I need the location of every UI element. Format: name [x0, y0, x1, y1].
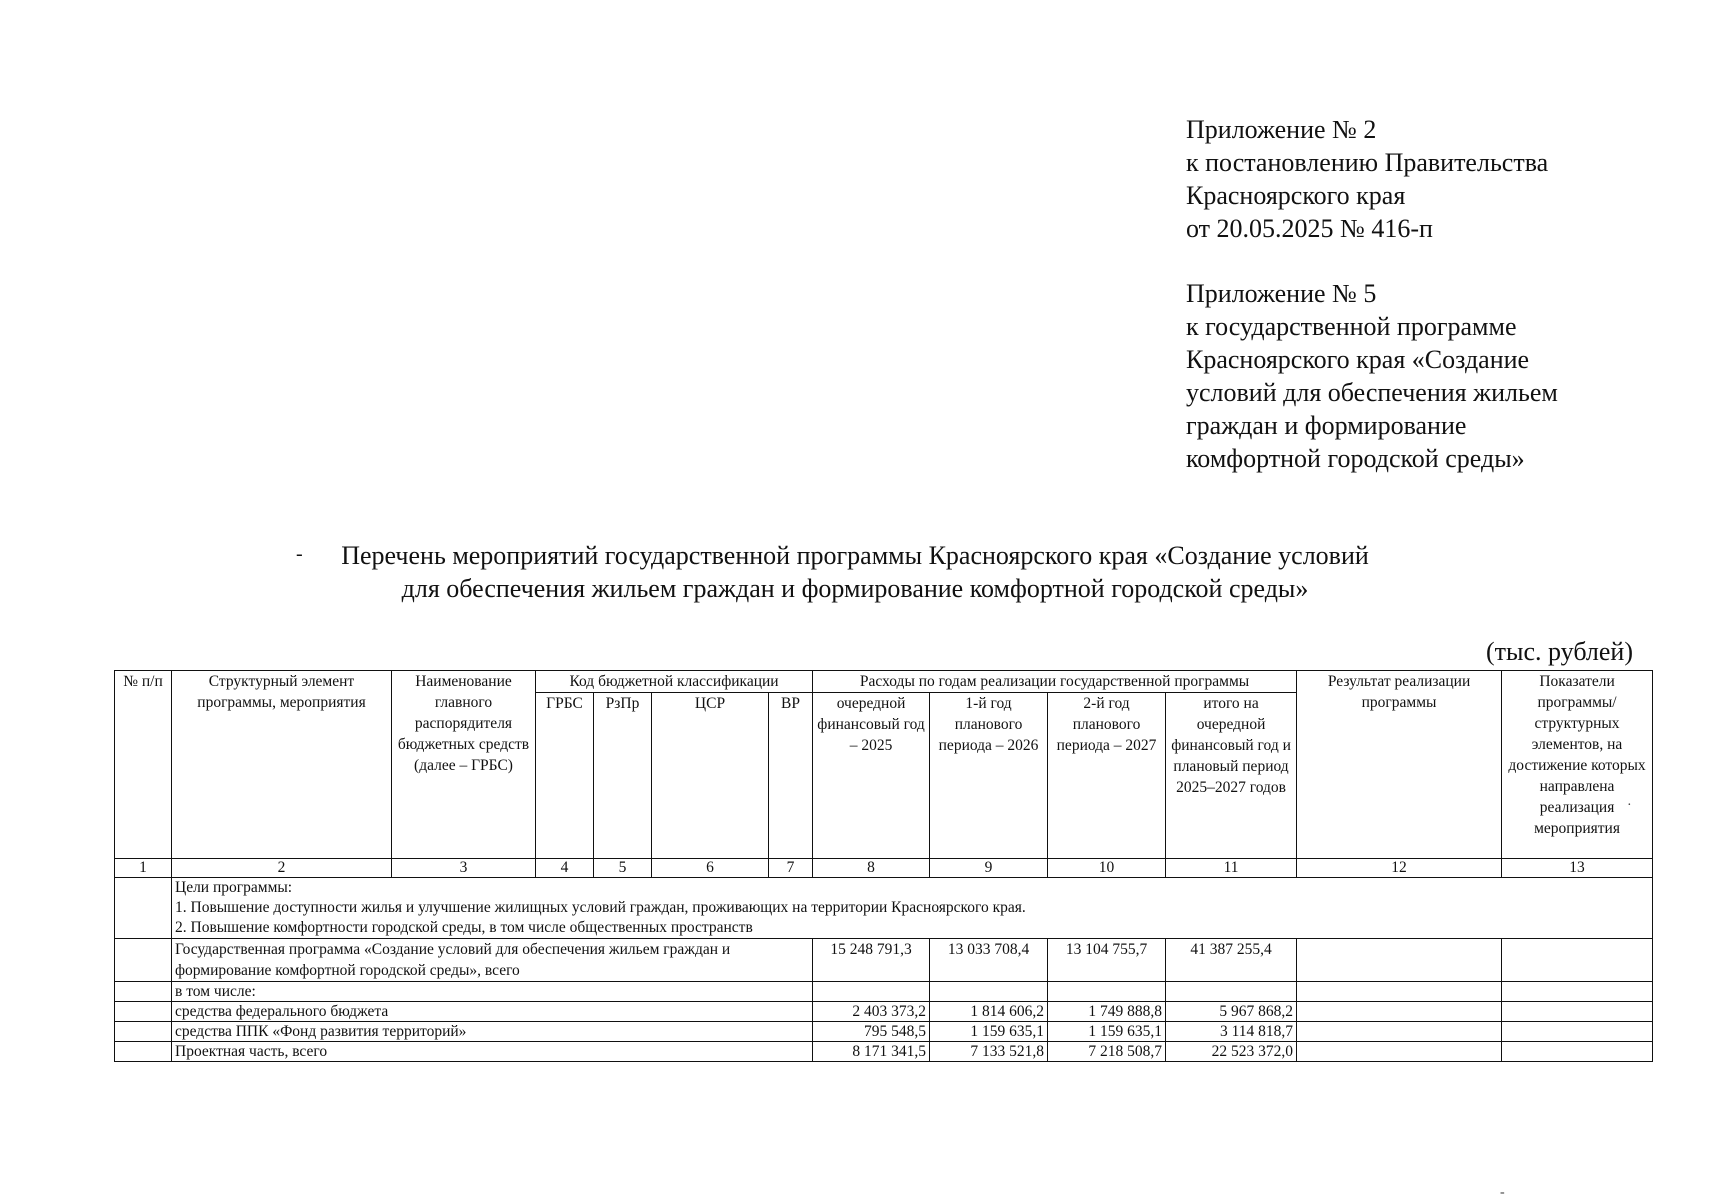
header-total: итого на очередной финансовый год и плановый период 2025–2027 годов	[1166, 693, 1297, 859]
appendix-2-line: к постановлению Правительства	[1186, 148, 1549, 177]
scan-dot: -	[1500, 1185, 1505, 1200]
header-element: Структурный элемент программы, мероприятия	[172, 671, 392, 859]
column-numbers-row	[115, 859, 1653, 878]
goals-row	[115, 878, 1653, 939]
header-row-1	[115, 671, 1653, 693]
units-label: (тыс. рублей)	[1485, 637, 1633, 666]
column-number: 7	[769, 859, 813, 878]
scan-mark: -	[296, 543, 303, 565]
appendix-5-line: Приложение № 5	[1186, 279, 1377, 308]
header-grbs: ГРБС	[536, 693, 594, 859]
row-value-2027: 7 218 508,7	[1048, 1042, 1166, 1062]
table-row	[115, 1002, 1653, 1022]
appendix-5-line: комфортной городской среды»	[1186, 444, 1525, 473]
row-name: средства федерального бюджета	[172, 1002, 813, 1022]
appendix-2-line: от 20.05.2025 № 416-п	[1186, 214, 1433, 243]
header-2025: очередной финансовый год – 2025	[813, 693, 930, 859]
column-number: 9	[930, 859, 1048, 878]
column-number: 12	[1297, 859, 1502, 878]
title-line-2: для обеспечения жильем граждан и формирование комфортной городской среды»	[401, 574, 1309, 603]
row-name: Государственная программа «Создание условий для обеспечения жильем граждан и формирование комфортной городской среды», всего	[172, 939, 813, 982]
appendix-2-line: Приложение № 2	[1186, 115, 1377, 144]
column-number: 13	[1502, 859, 1653, 878]
title-line-1: Перечень мероприятий государственной программы Красноярского края «Создание условий	[341, 541, 1369, 570]
column-number: 4	[536, 859, 594, 878]
row-value-2027: 13 104 755,7	[1048, 939, 1166, 982]
document-title	[240, 539, 1470, 605]
row-value-2025: 15 248 791,3	[813, 939, 930, 982]
appendix-2-line: Красноярского края	[1186, 181, 1406, 210]
row-value-2025: 2 403 373,2	[813, 1002, 930, 1022]
appendix-5-block	[1186, 277, 1558, 475]
table-row	[115, 982, 1653, 1002]
table-row	[115, 939, 1653, 982]
row-name: Проектная часть, всего	[172, 1042, 813, 1062]
row-value-total: 5 967 868,2	[1166, 1002, 1297, 1022]
table-row	[115, 1022, 1653, 1042]
appendix-5-line: граждан и формирование	[1186, 411, 1467, 440]
header-budget-code: Код бюджетной классификации	[536, 671, 813, 693]
appendix-5-line: Красноярского края «Создание	[1186, 345, 1530, 374]
column-number: 5	[594, 859, 652, 878]
row-value-total: 41 387 255,4	[1166, 939, 1297, 982]
row-value-2027: 1 159 635,1	[1048, 1022, 1166, 1042]
header-expenses: Расходы по годам реализации государственной программы	[813, 671, 1297, 693]
column-number: 10	[1048, 859, 1166, 878]
row-value-total: 3 114 818,7	[1166, 1022, 1297, 1042]
row-value-2025: 795 548,5	[813, 1022, 930, 1042]
row-value-2025: 8 171 341,5	[813, 1042, 930, 1062]
header-result: Результат реализации программы	[1297, 671, 1502, 859]
row-value-2026: 1 814 606,2	[930, 1002, 1048, 1022]
row-value-total: 22 523 372,0	[1166, 1042, 1297, 1062]
table-row	[115, 1042, 1653, 1062]
header-grbs-name: Наименование главного распорядителя бюджетных средств (далее – ГРБС)	[392, 671, 536, 859]
row-value-2026: 13 033 708,4	[930, 939, 1048, 982]
row-value-2026: 7 133 521,8	[930, 1042, 1048, 1062]
header-vr: ВР	[769, 693, 813, 859]
appendix-5-line: условий для обеспечения жильем	[1186, 378, 1558, 407]
appendix-5-line: к государственной программе	[1186, 312, 1517, 341]
goals-cell	[172, 878, 1653, 939]
row-name: в том числе:	[172, 982, 813, 1002]
column-number: 11	[1166, 859, 1297, 878]
scan-dot: ·	[1627, 798, 1632, 813]
column-number: 2	[172, 859, 392, 878]
goals-heading: Цели программы:	[175, 879, 293, 896]
column-number: 3	[392, 859, 536, 878]
header-csr: ЦСР	[652, 693, 769, 859]
header-2026: 1-й год планового периода – 2026	[930, 693, 1048, 859]
header-num: № п/п	[115, 671, 172, 859]
header-rzpr: РзПр	[594, 693, 652, 859]
measures-table	[114, 670, 1653, 1062]
appendix-2-block	[1186, 113, 1548, 245]
column-number: 6	[652, 859, 769, 878]
header-2027: 2-й год планового периода – 2027	[1048, 693, 1166, 859]
column-number: 1	[115, 859, 172, 878]
goal-item: 1. Повышение доступности жилья и улучшение жилищных условий граждан, проживающих на территории Красноярского края.	[175, 899, 1026, 916]
row-name: средства ППК «Фонд развития территорий»	[172, 1022, 813, 1042]
row-value-2026: 1 159 635,1	[930, 1022, 1048, 1042]
column-number: 8	[813, 859, 930, 878]
header-indicators: Показатели программы/ структурных элементов, на достижение которых направлена реализация мероприятия	[1502, 671, 1653, 859]
row-value-2027: 1 749 888,8	[1048, 1002, 1166, 1022]
goal-item: 2. Повышение комфортности городской среды, в том числе общественных пространств	[175, 919, 753, 936]
